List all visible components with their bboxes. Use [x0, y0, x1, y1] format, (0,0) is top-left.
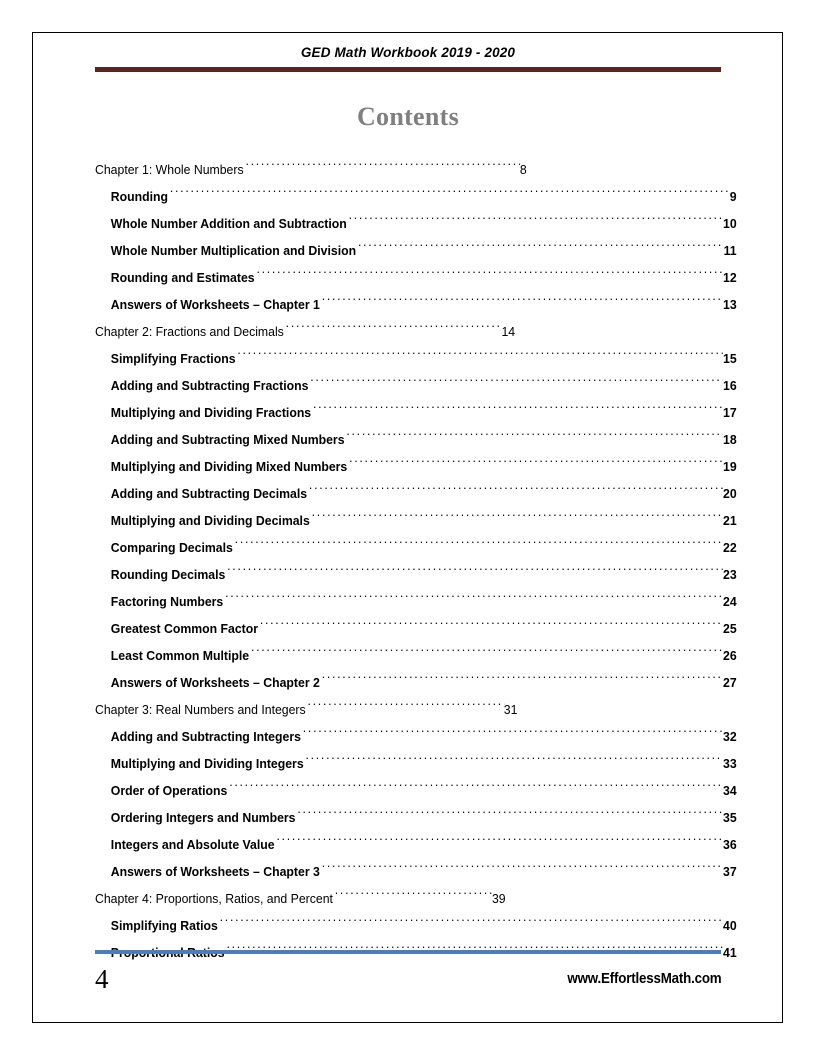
toc-page-number: 18 [722, 432, 737, 447]
toc-page-number: 17 [722, 405, 737, 420]
toc-dot-leader [229, 782, 723, 795]
footer-rule [95, 950, 721, 954]
toc-dot-leader [276, 836, 723, 849]
table-of-contents [95, 156, 737, 966]
page-footer [95, 950, 721, 994]
toc-chapter-row[interactable] [95, 885, 721, 912]
toc-page-number: 13 [722, 297, 737, 312]
toc-chapter-row[interactable] [95, 318, 721, 345]
toc-page-number: 33 [722, 756, 737, 771]
toc-entry-label: Answers of Worksheets – Chapter 3 [110, 864, 320, 879]
toc-page-number: 10 [722, 216, 737, 231]
toc-dot-leader [220, 917, 723, 930]
toc-dot-leader [225, 593, 723, 606]
toc-entry-label: Chapter 3: Real Numbers and Integers [95, 702, 306, 717]
toc-dot-leader [322, 863, 723, 876]
toc-dot-leader [313, 404, 723, 417]
toc-dot-leader [251, 647, 723, 660]
toc-dot-leader [237, 350, 723, 363]
toc-entry-label: Integers and Absolute Value [110, 837, 275, 852]
toc-entry-label: Whole Number Multiplication and Division [110, 243, 357, 258]
toc-dot-leader [322, 674, 723, 687]
header-rule [95, 67, 721, 72]
toc-entry-label: Rounding [110, 189, 169, 204]
website-label: www.EffortlessMath.com [566, 971, 721, 987]
toc-dot-leader [303, 728, 723, 741]
toc-section-row[interactable] [95, 804, 737, 831]
toc-section-row[interactable] [95, 399, 737, 426]
toc-section-row[interactable] [95, 534, 737, 561]
toc-page-number: 32 [722, 729, 737, 744]
toc-page-number: 20 [722, 486, 737, 501]
toc-section-row[interactable] [95, 615, 737, 642]
toc-page-number: 41 [722, 945, 737, 960]
toc-entry-label: Factoring Numbers [110, 594, 224, 609]
toc-dot-leader [349, 458, 723, 471]
toc-section-row[interactable] [95, 480, 737, 507]
toc-chapter-row[interactable] [95, 696, 721, 723]
toc-page-number: 21 [722, 513, 737, 528]
toc-page-number: 8 [519, 162, 527, 177]
toc-page-number: 27 [722, 675, 737, 690]
page-content [95, 44, 737, 966]
toc-entry-label: Order of Operations [110, 783, 228, 798]
toc-entry-label: Greatest Common Factor [110, 621, 259, 636]
toc-section-row[interactable] [95, 669, 737, 696]
toc-section-row[interactable] [95, 237, 737, 264]
toc-entry-label: Whole Number Addition and Subtraction [110, 216, 347, 231]
toc-dot-leader [309, 485, 723, 498]
toc-page-number: 15 [722, 351, 737, 366]
toc-page-number: 39 [491, 891, 506, 906]
toc-section-row[interactable] [95, 183, 737, 210]
footer-row [95, 960, 721, 994]
toc-section-row[interactable] [95, 507, 737, 534]
toc-section-row[interactable] [95, 750, 737, 777]
toc-section-row[interactable] [95, 372, 737, 399]
toc-page-number: 31 [503, 702, 518, 717]
toc-dot-leader [256, 269, 723, 282]
toc-section-row[interactable] [95, 291, 737, 318]
toc-section-row[interactable] [95, 453, 737, 480]
toc-section-row[interactable] [95, 831, 737, 858]
toc-entry-label: Simplifying Ratios [110, 918, 218, 933]
toc-page-number: 34 [722, 783, 737, 798]
toc-entry-label: Adding and Subtracting Integers [110, 729, 301, 744]
toc-dot-leader [335, 890, 492, 903]
toc-section-row[interactable] [95, 642, 737, 669]
toc-entry-label: Simplifying Fractions [110, 351, 236, 366]
toc-dot-leader [170, 188, 730, 201]
toc-page-number: 26 [722, 648, 737, 663]
toc-entry-label: Chapter 4: Proportions, Ratios, and Percent [95, 891, 333, 906]
toc-entry-label: Adding and Subtracting Fractions [110, 378, 309, 393]
toc-entry-label: Answers of Worksheets – Chapter 2 [110, 675, 320, 690]
toc-section-row[interactable] [95, 912, 737, 939]
toc-section-row[interactable] [95, 723, 737, 750]
toc-entry-label: Answers of Worksheets – Chapter 1 [110, 297, 320, 312]
toc-dot-leader [358, 242, 724, 255]
toc-page-number: 40 [722, 918, 737, 933]
toc-dot-leader [322, 296, 723, 309]
toc-entry-label: Ordering Integers and Numbers [110, 810, 296, 825]
toc-dot-leader [308, 701, 504, 714]
toc-entry-label: Chapter 2: Fractions and Decimals [95, 324, 284, 339]
toc-dot-leader [286, 323, 502, 336]
toc-page-number: 12 [722, 270, 737, 285]
toc-page-number: 23 [722, 567, 737, 582]
running-header: GED Math Workbook 2019 - 2020 [300, 45, 516, 60]
toc-page-number: 16 [722, 378, 737, 393]
toc-dot-leader [235, 539, 723, 552]
toc-page-number: 22 [722, 540, 737, 555]
toc-entry-label: Least Common Multiple [110, 648, 250, 663]
toc-entry-label: Multiplying and Dividing Decimals [110, 513, 310, 528]
toc-section-row[interactable] [95, 561, 737, 588]
toc-dot-leader [346, 431, 723, 444]
toc-entry-label: Adding and Subtracting Decimals [110, 486, 308, 501]
toc-entry-label: Multiplying and Dividing Fractions [110, 405, 312, 420]
toc-dot-leader [349, 215, 723, 228]
toc-entry-label: Rounding and Estimates [110, 270, 255, 285]
toc-page-number: 35 [722, 810, 737, 825]
toc-dot-leader [312, 512, 723, 525]
toc-dot-leader [245, 161, 519, 174]
toc-section-row[interactable] [95, 588, 737, 615]
toc-entry-label: Chapter 1: Whole Numbers [95, 162, 244, 177]
toc-section-row[interactable] [95, 345, 737, 372]
toc-page-number: 37 [722, 864, 737, 879]
toc-dot-leader [310, 377, 723, 390]
toc-page-number: 9 [729, 189, 737, 204]
toc-entry-label: Rounding Decimals [110, 567, 226, 582]
toc-page-number: 36 [722, 837, 737, 852]
toc-page-number: 11 [723, 243, 737, 258]
page-number: 4 [95, 964, 109, 994]
toc-page-number: 19 [722, 459, 737, 474]
toc-section-row[interactable] [95, 777, 737, 804]
toc-page-number: 25 [722, 621, 737, 636]
toc-dot-leader [260, 620, 723, 633]
toc-section-row[interactable] [95, 210, 737, 237]
toc-entry-label: Comparing Decimals [110, 540, 233, 555]
toc-page-number: 24 [722, 594, 737, 609]
toc-dot-leader [227, 566, 723, 579]
toc-dot-leader [297, 809, 723, 822]
toc-dot-leader [305, 755, 722, 768]
toc-entry-label: Multiplying and Dividing Mixed Numbers [110, 459, 348, 474]
toc-entry-label: Adding and Subtracting Mixed Numbers [110, 432, 345, 447]
page-title: Contents [356, 102, 460, 131]
toc-entry-label: Multiplying and Dividing Integers [110, 756, 304, 771]
toc-section-row[interactable] [95, 858, 737, 885]
toc-section-row[interactable] [95, 426, 737, 453]
toc-section-row[interactable] [95, 264, 737, 291]
toc-page-number: 14 [501, 324, 516, 339]
toc-chapter-row[interactable] [95, 156, 721, 183]
